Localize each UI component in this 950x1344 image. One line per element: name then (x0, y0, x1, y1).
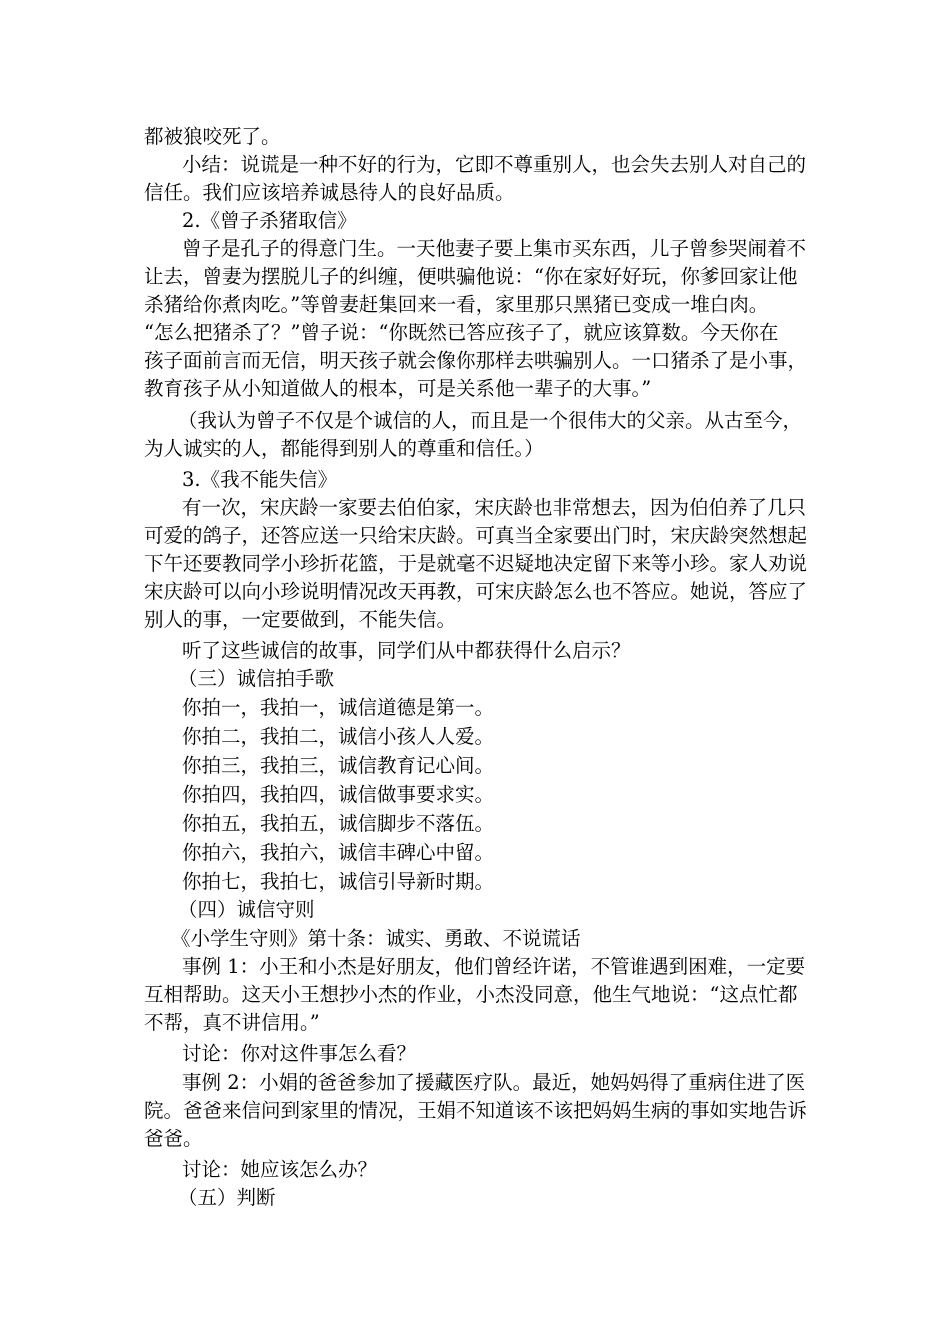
section-heading: （三）诚信拍手歌 (178, 667, 335, 690)
chant-line: 你拍四，我拍四，诚信做事要求实。 (182, 783, 495, 806)
story-heading: 2.《曾子杀猪取信》 (182, 209, 357, 232)
text-line: 宋庆龄可以向小珍说明情况改天再教，可宋庆龄怎么也不答应。她说，答应了 (144, 580, 808, 603)
chant-line: 你拍一，我拍一，诚信道德是第一。 (182, 696, 495, 719)
text-line: 为人诚实的人，都能得到别人的尊重和信任。） (144, 437, 544, 460)
text-line: 可爱的鸽子，还答应送一只给宋庆龄。可真当全家要出门时，宋庆龄突然想起 (144, 524, 808, 547)
text-line: 信任。我们应该培养诚恳待人的良好品质。 (144, 181, 515, 204)
story-heading: 3.《我不能失信》 (182, 468, 338, 491)
text-line: 爸爸。 (144, 1127, 203, 1150)
text-line: 别人的事，一定要做到，不能失信。 (144, 608, 457, 631)
summary-line: 小结：说谎是一种不好的行为，它即不尊重别人，也会失去别人对自己的 (182, 153, 807, 176)
rule-line: 《小学生守则》第十条：诚实、勇敢、不说谎话 (171, 927, 581, 950)
discussion-line: 讨论：她应该怎么办？ (182, 1158, 378, 1181)
comment-line: （我认为曾子不仅是个诚信的人，而且是一个很伟大的父亲。从古至今， (178, 409, 803, 432)
discussion-line: 讨论：你对这件事怎么看？ (182, 1042, 417, 1065)
chant-line: 你拍二，我拍二，诚信小孩人人爱。 (182, 725, 495, 748)
text-line: 曾子是孔子的得意门生。一天他妻子要上集市买东西，儿子曾参哭闹着不 (182, 237, 807, 260)
case-line: 事例 1：小王和小杰是好朋友，他们曾经许诺，不管谁遇到困难，一定要 (182, 955, 806, 978)
question-line: 听了这些诚信的故事，同学们从中都获得什么启示？ (182, 639, 631, 662)
text-line: 下午还要教同学小珍折花篮，于是就毫不迟疑地决定留下来等小珍。家人劝说 (144, 552, 808, 575)
chant-line: 你拍六，我拍六，诚信丰碑心中留。 (182, 841, 495, 864)
text-line: 互相帮助。这天小王想抄小杰的作业，小杰没同意，他生气地说：“这点忙都 (144, 983, 798, 1006)
text-line: 都被狼咬死了。 (144, 125, 281, 148)
text-line: 有一次，宋庆龄一家要去伯伯家，宋庆龄也非常想去，因为伯伯养了几只 (182, 496, 807, 519)
section-heading: （五）判断 (178, 1186, 276, 1209)
case-line: 事例 2：小娟的爸爸参加了援藏医疗队。最近，她妈妈得了重病住进了医 (182, 1071, 806, 1094)
text-line: “怎么把猪杀了？”曾子说：“你既然已答应孩子了，就应该算数。今天你在 (144, 321, 779, 344)
text-line: 让去，曾妻为摆脱儿子的纠缠，便哄骗他说：“你在家好好玩，你爹回家让他 (144, 265, 798, 288)
chant-line: 你拍七，我拍七，诚信引导新时期。 (182, 870, 495, 893)
chant-line: 你拍五，我拍五，诚信脚步不落伍。 (182, 812, 495, 835)
text-line: 教育孩子从小知道做人的根本，可是关系他一辈子的大事。” (144, 377, 652, 400)
section-heading: （四）诚信守则 (178, 898, 315, 921)
text-line: 杀猪给你煮肉吃。”等曾妻赶集回来一看，家里那只黑猪已变成一堆白肉。 (144, 293, 769, 316)
text-line: 孩子面前言而无信，明天孩子就会像你那样去哄骗别人。一口猪杀了是小事， (144, 349, 808, 372)
chant-line: 你拍三，我拍三，诚信教育记心间。 (182, 754, 495, 777)
text-line: 院。爸爸来信问到家里的情况，王娟不知道该不该把妈妈生病的事如实地告诉 (144, 1099, 808, 1122)
text-line: 不帮，真不讲信用。” (144, 1011, 320, 1034)
